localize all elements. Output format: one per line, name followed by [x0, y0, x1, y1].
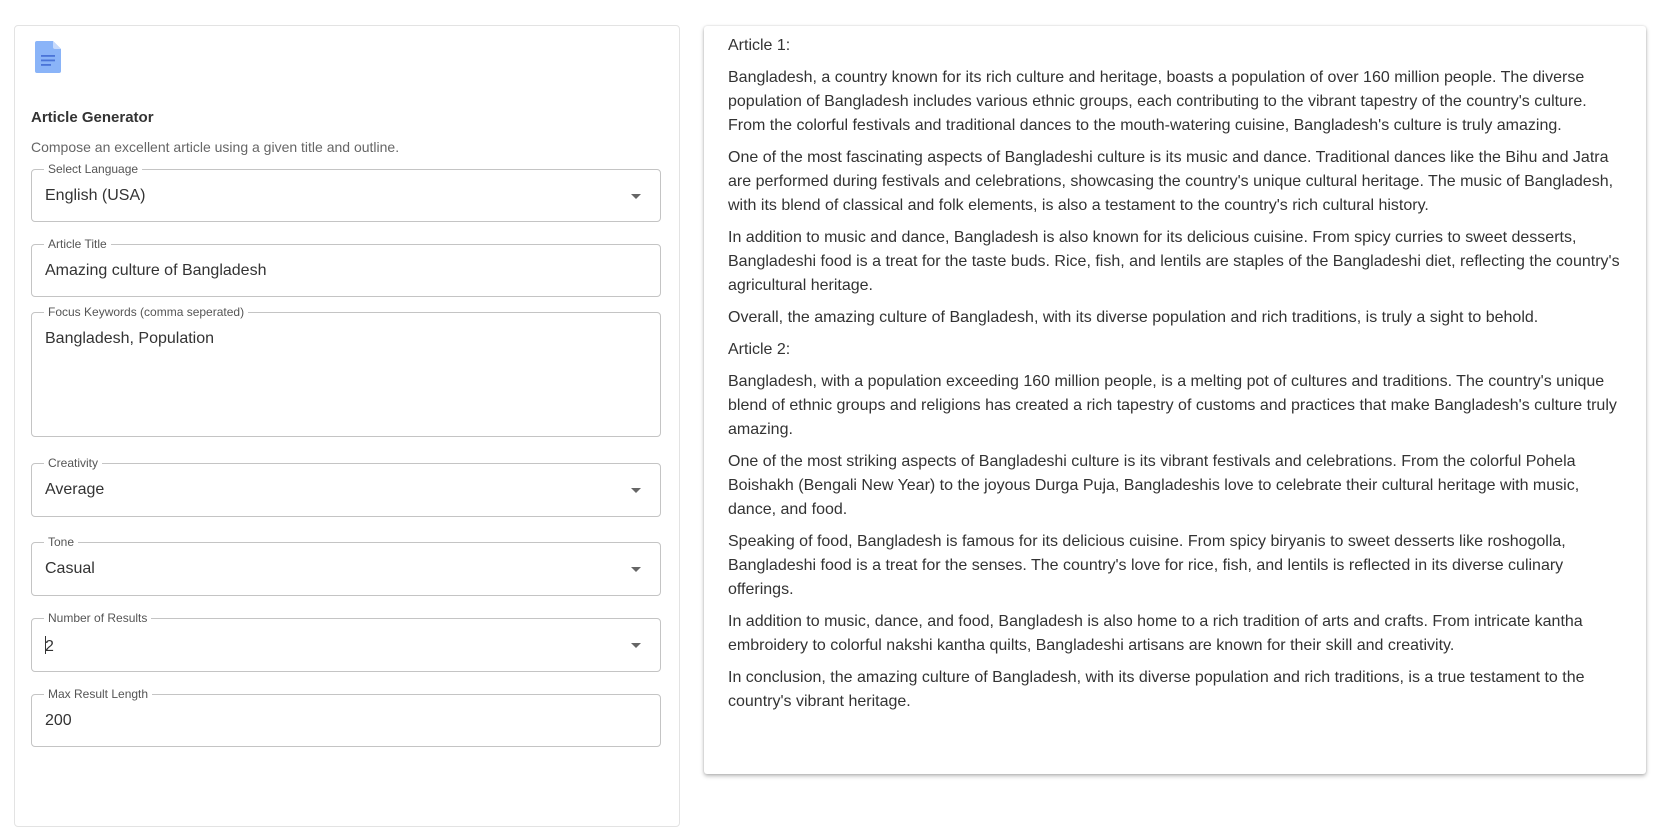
article-1 [728, 34, 1622, 330]
chevron-down-icon [631, 643, 641, 648]
article-heading: Article 1: [728, 37, 791, 54]
tone-select[interactable] [31, 535, 661, 596]
max-result-length-label: Max Result Length [44, 687, 152, 701]
number-of-results-value [45, 636, 54, 656]
article-paragraph: In addition to music, dance, and food, Bangladesh is also home to a rich tradition of arts and crafts. From intricate kantha embroidery to colorful nakshi kantha quilts, Bangladeshi artisans are known for their skill and creativity. [728, 613, 1583, 654]
article-generator-panel [14, 25, 680, 827]
article-paragraph: One of the most fascinating aspects of Bangladeshi culture is its music and dance. Traditional dances like the Bihu and Jatra are performed during festivals and celebrations, showcasing the country's unique cultural heritage. The music of Bangladesh, with its blend of classical and folk elements, is also a testament to the country's rich cultural history. [728, 149, 1614, 214]
article-title-label: Article Title [44, 237, 111, 251]
article-2 [728, 338, 1622, 714]
chevron-down-icon [631, 567, 641, 572]
article-paragraph: In conclusion, the amazing culture of Bangladesh, with its diverse population and rich traditions, is a true testament to the country's vibrant heritage. [728, 669, 1585, 710]
creativity-label: Creativity [44, 456, 102, 470]
article-title-value: Amazing culture of Bangladesh [45, 262, 267, 279]
number-of-results-text: 2 [45, 638, 54, 655]
language-label: Select Language [44, 162, 142, 176]
language-value: English (USA) [45, 187, 146, 204]
max-result-length-field[interactable] [31, 687, 661, 747]
article-paragraph: In addition to music and dance, Bangladesh is also known for its delicious cuisine. From spicy curries to sweet desserts, Bangladeshi food is a treat for the taste buds. Rice, fish, and lentils are staples of the Bangladeshi diet, reflecting the country's agricultural heritage. [728, 229, 1620, 294]
article-paragraph: Speaking of food, Bangladesh is famous for its delicious cuisine. From spicy biryanis to sweet desserts like roshogolla, Bangladeshi food is a treat for the senses. The country's love for rice, fish, and lentils is reflected in its diverse culinary offerings. [728, 533, 1566, 598]
article-paragraph: Bangladesh, with a population exceeding 160 million people, is a melting pot of cultures and traditions. The country's unique blend of ethnic groups and religions has created a rich tapestry of customs and practices that make Bangladesh's culture truly amazing. [728, 373, 1617, 438]
article-paragraph: Bangladesh, a country known for its rich culture and heritage, boasts a population of over 160 million people. The diverse population of Bangladesh includes various ethnic groups, each contributing to the vibrant tapestry of the country's culture. From the colorful festivals and traditional dances to the mouth-watering cuisine, Bangladesh's culture is truly amazing. [728, 69, 1587, 134]
generator-description: Compose an excellent article using a given title and outline. [31, 139, 400, 155]
creativity-select[interactable] [31, 456, 661, 517]
focus-keywords-field[interactable] [31, 305, 661, 437]
generated-articles-panel [704, 26, 1646, 774]
number-of-results-select[interactable] [31, 611, 661, 672]
tone-label: Tone [44, 535, 78, 549]
article-heading: Article 2: [728, 341, 791, 358]
tone-value: Casual [45, 560, 95, 577]
chevron-down-icon [631, 194, 641, 199]
focus-keywords-label: Focus Keywords (comma seperated) [44, 305, 248, 319]
language-select[interactable] [31, 162, 661, 222]
focus-keywords-value: Bangladesh, Population [45, 330, 215, 347]
document-icon [35, 41, 61, 73]
number-of-results-label: Number of Results [44, 611, 151, 625]
generator-title: Article Generator [31, 109, 154, 126]
article-paragraph: One of the most striking aspects of Bangladeshi culture is its vibrant festivals and celebrations. From the colorful Pohela Boishakh (Bengali New Year) to the joyous Durga Puja, Bangladeshis love to celebrate their cultural heritage with music, dance, and food. [728, 453, 1580, 518]
max-result-length-value: 200 [45, 712, 72, 729]
creativity-value: Average [45, 481, 105, 498]
article-paragraph: Overall, the amazing culture of Bangladesh, with its diverse population and rich traditions, is truly a sight to behold. [728, 309, 1539, 326]
chevron-down-icon [631, 488, 641, 493]
article-title-field[interactable] [31, 237, 661, 297]
